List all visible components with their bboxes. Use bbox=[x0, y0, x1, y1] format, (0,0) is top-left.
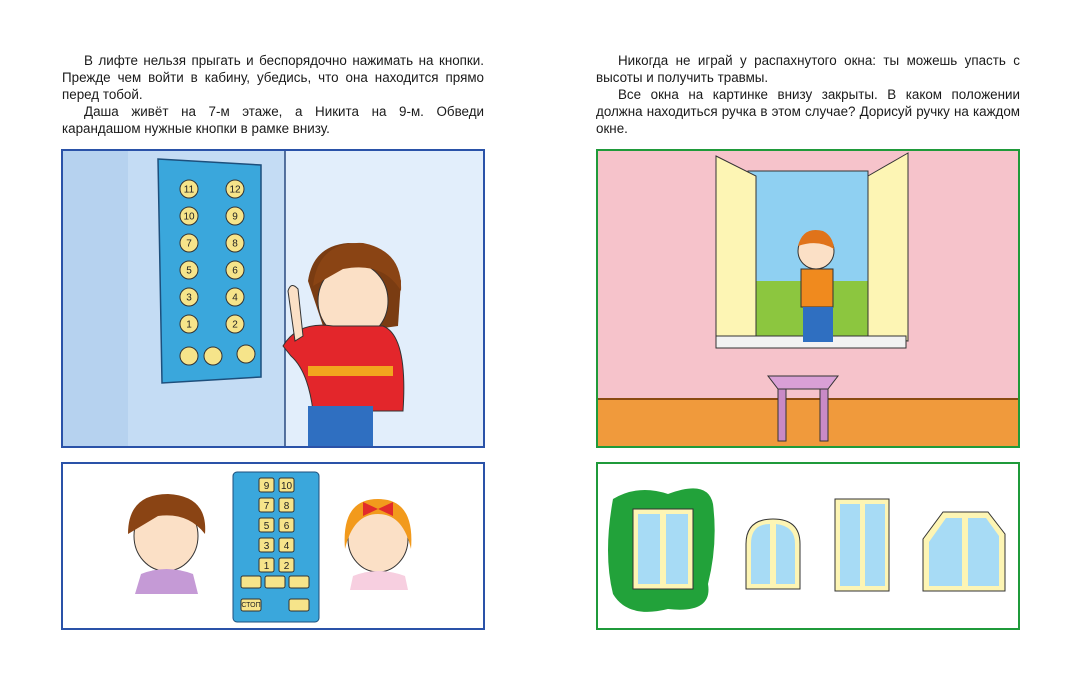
task-button-1[interactable] bbox=[259, 558, 274, 572]
window-2 bbox=[746, 519, 800, 589]
doors-open-icon[interactable] bbox=[180, 347, 198, 365]
task-button-8[interactable] bbox=[279, 498, 294, 512]
window-sash-left bbox=[716, 156, 756, 346]
task-button-7[interactable] bbox=[259, 498, 274, 512]
task-button-5[interactable] bbox=[259, 518, 274, 532]
elevator-button-8[interactable] bbox=[226, 234, 244, 252]
svg-text:10: 10 bbox=[183, 211, 195, 223]
elevator-button-7[interactable] bbox=[180, 234, 198, 252]
right-paragraph-2: Все окна на картинке внизу закрыты. В каком положении должна находиться ручка в этом случае? Дорисуй ручку на каждом окне. bbox=[596, 87, 1020, 136]
elevator-button-4[interactable] bbox=[226, 288, 244, 306]
svg-text:5: 5 bbox=[186, 265, 192, 277]
svg-text:4: 4 bbox=[232, 292, 238, 304]
right-paragraph-1: Никогда не играй у распахнутого окна: ты можешь упасть с высоты и получить травмы. bbox=[596, 53, 1020, 85]
elevator-button-1[interactable] bbox=[180, 315, 198, 333]
elevator-button-6[interactable] bbox=[226, 261, 244, 279]
bell-icon[interactable] bbox=[241, 576, 261, 588]
task-button-6[interactable] bbox=[279, 518, 294, 532]
doors-close-icon[interactable] bbox=[265, 576, 285, 588]
windows-task-scene bbox=[598, 464, 1018, 628]
svg-text:7: 7 bbox=[186, 238, 192, 250]
svg-text:9: 9 bbox=[232, 211, 238, 223]
svg-text:6: 6 bbox=[283, 521, 290, 532]
window-sash-right bbox=[868, 153, 908, 341]
lift-task-frame bbox=[61, 462, 485, 630]
lift-task-scene bbox=[63, 464, 483, 628]
elevator-button-10[interactable] bbox=[180, 207, 198, 225]
svg-text:2: 2 bbox=[283, 561, 290, 572]
task-button-9[interactable] bbox=[259, 478, 274, 492]
svg-text:3: 3 bbox=[263, 541, 270, 552]
dasha-face bbox=[345, 499, 412, 590]
boy-on-sill bbox=[798, 230, 834, 342]
doors-open-icon[interactable] bbox=[289, 576, 309, 588]
svg-text:6: 6 bbox=[232, 265, 238, 277]
svg-text:1: 1 bbox=[263, 561, 270, 572]
elevator-illustration bbox=[61, 149, 485, 448]
elevator-scene bbox=[63, 151, 483, 446]
svg-text:9: 9 bbox=[263, 481, 270, 492]
svg-text:1: 1 bbox=[186, 319, 192, 331]
svg-text:8: 8 bbox=[232, 238, 238, 250]
elevator-button-12[interactable] bbox=[226, 180, 244, 198]
window-illustration bbox=[596, 149, 1020, 448]
svg-text:2: 2 bbox=[232, 319, 238, 331]
elevator-button-9[interactable] bbox=[226, 207, 244, 225]
window-1 bbox=[633, 509, 693, 589]
elevator-button-11[interactable] bbox=[180, 180, 198, 198]
elevator-button-3[interactable] bbox=[180, 288, 198, 306]
window-4 bbox=[923, 512, 1005, 591]
elevator-button-2[interactable] bbox=[226, 315, 244, 333]
svg-text:5: 5 bbox=[263, 521, 270, 532]
bell-icon[interactable] bbox=[204, 347, 222, 365]
left-paragraph-2: Даша живёт на 7-м этаже, а Никита на 9-м. Обведи карандашом нужные кнопки в рамке внизу. bbox=[62, 104, 484, 136]
task-button-2[interactable] bbox=[279, 558, 294, 572]
fan-icon[interactable] bbox=[289, 599, 309, 611]
svg-text:10: 10 bbox=[280, 481, 293, 492]
window-scene bbox=[598, 151, 1018, 446]
task-button-3[interactable] bbox=[259, 538, 274, 552]
task-button-10[interactable] bbox=[279, 478, 294, 492]
doors-close-icon[interactable] bbox=[237, 345, 255, 363]
left-instructions bbox=[62, 52, 484, 137]
elevator-button-5[interactable] bbox=[180, 261, 198, 279]
left-paragraph-1: В лифте нельзя прыгать и беспорядочно нажимать на кнопки. Прежде чем войти в кабину, убедись, что она находится прямо перед тобой. bbox=[62, 53, 484, 102]
svg-text:3: 3 bbox=[186, 292, 192, 304]
svg-text:12: 12 bbox=[229, 184, 241, 196]
svg-text:8: 8 bbox=[283, 501, 290, 512]
svg-text:7: 7 bbox=[263, 501, 270, 512]
right-instructions bbox=[596, 52, 1020, 137]
stop-label: СТОП bbox=[241, 602, 261, 609]
windows-task-frame bbox=[596, 462, 1020, 630]
window-3 bbox=[835, 499, 889, 591]
task-button-4[interactable] bbox=[279, 538, 294, 552]
svg-text:11: 11 bbox=[183, 184, 195, 196]
svg-text:4: 4 bbox=[283, 541, 290, 552]
nikita-face bbox=[128, 494, 205, 594]
